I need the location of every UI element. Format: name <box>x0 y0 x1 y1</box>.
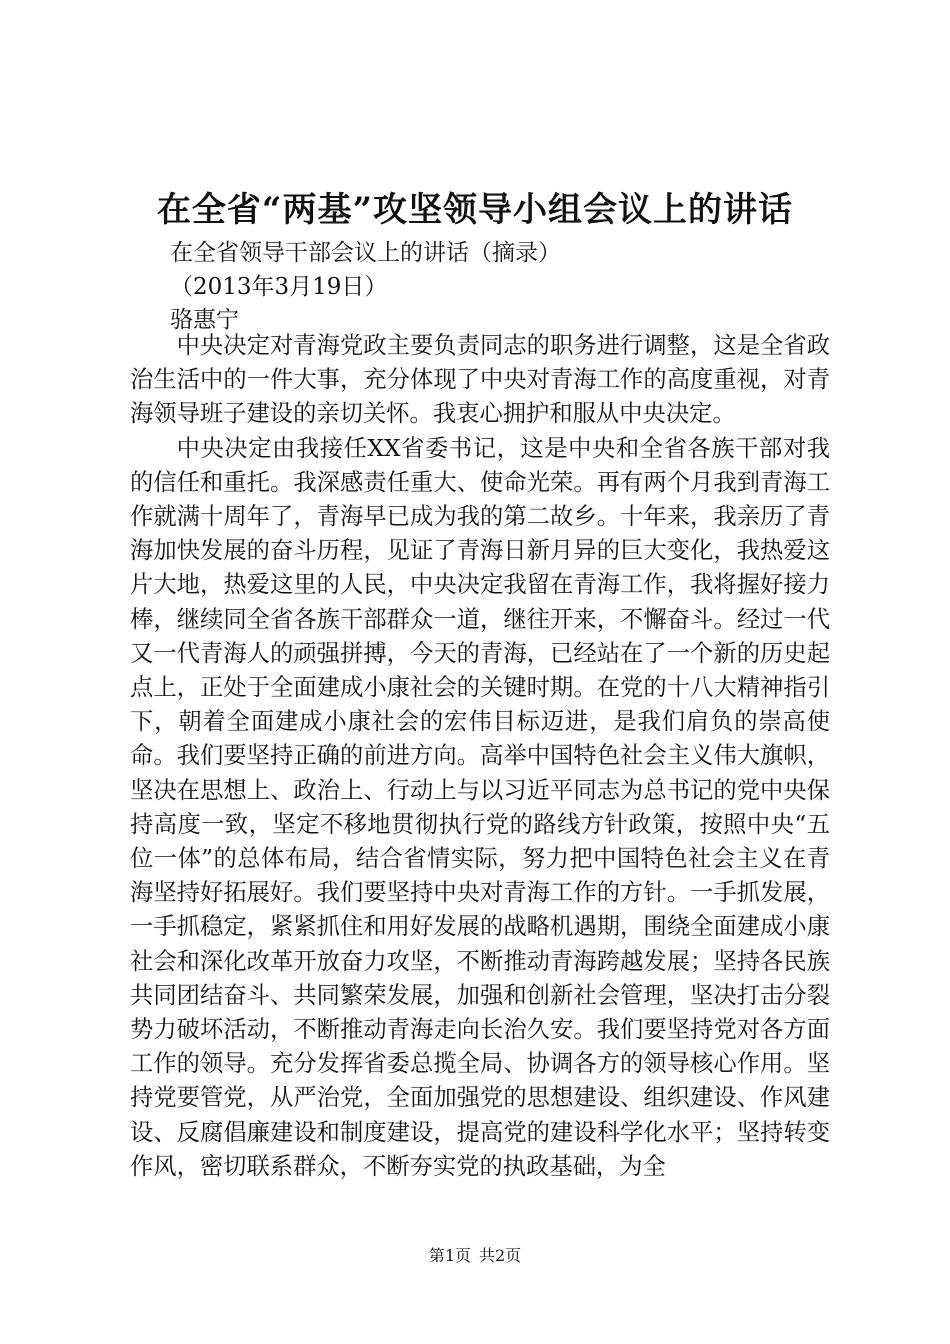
body-paragraph-1: 中央决定对青海党政主要负责同志的职务进行调整，这是全省政治生活中的一件大事，充分体现了中央对青海工作的高度重视，对青海领导班子建设的亲切关怀。我衷心拥护和服从中央决定。 <box>130 332 830 428</box>
document-title: 在全省“两基”攻坚领导小组会议上的讲话 <box>156 190 794 230</box>
page-footer <box>0 1245 950 1267</box>
document-author: 骆惠宁 <box>170 307 239 333</box>
page-number-current: 第1页 <box>428 1246 471 1265</box>
document-body <box>130 329 830 1184</box>
body-paragraph-2: 中央决定由我接任XX省委书记，这是中央和全省各族干部对我的信任和重托。我深感责任重大、使命光荣。再有两个月我到青海工作就满十周年了，青海早已成为我的第二故乡。十年来，我亲历了青海加快发展的奋斗历程，见证了青海日新月异的巨大变化，我热爱这片大地，热爱这里的人民，中央决定我留在青海工作，我将握好接力棒，继续同全省各族干部群众一道，继往开来，不懈奋斗。经过一代又一代青海人的顽强拼搏，今天的青海，已经站在了一个新的历史起点上，正处于全面建成小康社会的关键时期。在党的十八大精神指引下，朝着全面建成小康社会的宏伟目标迈进，是我们肩负的崇高使命。我们要坚持正确的前进方向。高举中国特色社会主义伟大旗帜，坚决在思想上、政治上、行动上与以习近平同志为总书记的党中央保持高度一致，坚定不移地贯彻执行党的路线方针政策，按照中央“五位一体”的总体布局，结合省情实际，努力把中国特色社会主义在青海坚持好拓展好。我们要坚持中央对青海工作的方针。一手抓发展，一手抓稳定，紧紧抓住和用好发展的战略机遇期，围绕全面建成小康社会和深化改革开放奋力攻坚，不断推动青海跨越发展；坚持各民族共同团结奋斗、共同繁荣发展，加强和创新社会管理，坚决打击分裂势力破坏活动，不断推动青海走向长治久安。我们要坚持党对各方面工作的领导。充分发挥省委总揽全局、协调各方的领导核心作用。坚持党要管党，从严治党，全面加强党的思想建设、组织建设、作风建设、反腐倡廉建设和制度建设，提高党的建设科学化水平；坚持转变作风，密切联系群众，不断夯实党的执政基础，为全 <box>130 434 830 1180</box>
document-subtitle: 在全省领导干部会议上的讲话（摘录） <box>170 240 561 266</box>
document-date: （2013年3月19日） <box>170 274 388 300</box>
page-number-total: 共2页 <box>479 1246 522 1265</box>
